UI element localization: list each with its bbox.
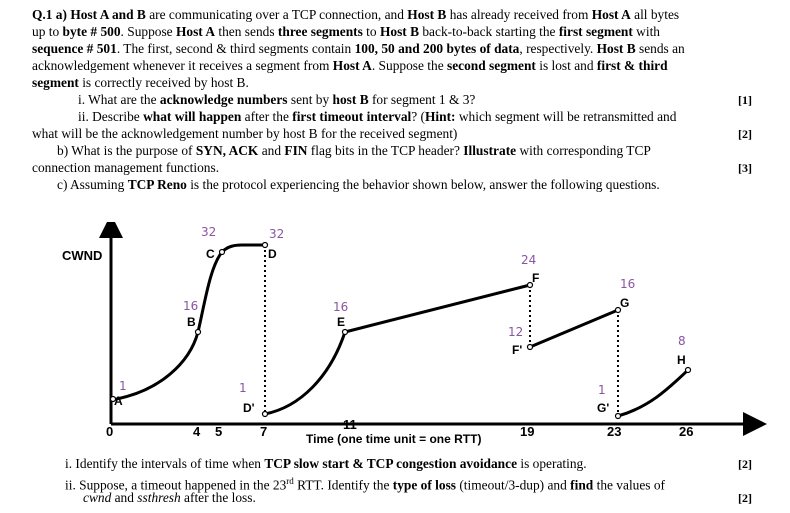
sub-question-ii-line-1: ii. Suppose, a timeout happened in the 23rd RTT. Identify the type of loss (timeout/3-dup) and find the values of [65, 476, 666, 493]
question-b-line-2: connection management functions. [32, 160, 220, 175]
point-h [686, 368, 691, 373]
label-f-prime: F' [512, 343, 523, 357]
label-e: E [337, 315, 346, 329]
label-d-prime: D' [243, 401, 255, 415]
curve-g-h [618, 370, 688, 416]
hand-16-e: 16 [333, 300, 349, 314]
point-e [343, 330, 348, 335]
sub-question-ii-line-2: cwnd and ssthresh after the loss. [83, 490, 256, 505]
hand-24-f: 24 [521, 253, 537, 267]
label-g: G [620, 296, 630, 310]
point-d [263, 243, 268, 248]
sub-question-i: i. Identify the intervals of time when TCP slow start & TCP congestion avoidance is operating. [65, 456, 587, 471]
point-d-prime [263, 412, 268, 417]
y-axis-label: CWND [62, 248, 103, 263]
marks-ii: [2] [738, 127, 752, 141]
hand-32-d: 32 [269, 227, 285, 241]
point-f-prime [528, 345, 533, 350]
question-b-line-1: b) What is the purpose of SYN, ACK and FIN flag bits in the TCP header? Illustrate with corresponding TCP [57, 143, 651, 158]
question-c: c) Assuming TCP Reno is the protocol experiencing the behavior shown below, answer the following questions. [57, 177, 660, 192]
line-f-g [530, 310, 618, 347]
question-ii-line-1: ii. Describe what will happen after the first timeout interval? (Hint: which segment will be retransmitted and [78, 109, 677, 124]
hand-32-c: 32 [201, 225, 217, 239]
point-b [196, 330, 201, 335]
label-h: H [677, 353, 686, 367]
hand-1-d: 1 [239, 381, 247, 395]
marks-b: [3] [738, 161, 752, 175]
marks-sub-ii: [2] [738, 491, 752, 505]
hand-16-g: 16 [620, 277, 636, 291]
hand-8-h: 8 [678, 334, 686, 348]
label-a: A [114, 394, 123, 408]
q1a-line-2: up to byte # 500. Suppose Host A then sends three segments to Host B back-to-back starting the first segment with [32, 24, 660, 39]
label-c: C [206, 247, 215, 261]
curve-b-c [198, 245, 242, 332]
hand-12-f: 12 [508, 325, 524, 339]
q1a-line-4: acknowledgement whenever it receives a segment from Host A. Suppose the second segment is lost and first & third [32, 58, 668, 73]
q1a-line-3: sequence # 501. The first, second & third segments contain 100, 50 and 200 bytes of data, respectively. Host B sends an [32, 41, 685, 56]
line-e-f [345, 285, 530, 332]
tick-5: 5 [215, 424, 223, 439]
label-g-prime: G' [597, 401, 610, 415]
point-g-prime [616, 414, 621, 419]
label-f: F [532, 271, 540, 285]
marks-sub-i: [2] [738, 457, 752, 471]
q1a-line-5: segment is correctly received by host B. [32, 75, 249, 90]
tick-7: 7 [260, 424, 268, 439]
tick-11: 11 [343, 417, 357, 432]
tick-0: 0 [106, 424, 114, 439]
label-b: B [187, 315, 196, 329]
tick-23: 23 [607, 424, 622, 439]
q1a-line-1: Q.1 a) Host A and B are communicating over a TCP connection, and Host B has already received from Host A all bytes [32, 7, 680, 22]
point-c [220, 250, 225, 255]
tick-26: 26 [679, 424, 694, 439]
curve-d-e [265, 332, 345, 414]
x-axis-label: Time (one time unit = one RTT) [306, 432, 482, 446]
hand-1-a: 1 [119, 379, 127, 393]
cwnd-graph [0, 222, 790, 454]
hand-16-b: 16 [183, 299, 199, 313]
tick-19: 19 [520, 424, 535, 439]
hand-1-g: 1 [598, 383, 606, 397]
tick-4: 4 [193, 424, 201, 439]
label-d: D [268, 247, 277, 261]
question-i: i. What are the acknowledge numbers sent by host B for segment 1 & 3? [78, 92, 476, 107]
marks-i: [1] [738, 93, 752, 107]
question-ii-line-2: what will be the acknowledgement number by host B for the received segment) [32, 126, 458, 141]
